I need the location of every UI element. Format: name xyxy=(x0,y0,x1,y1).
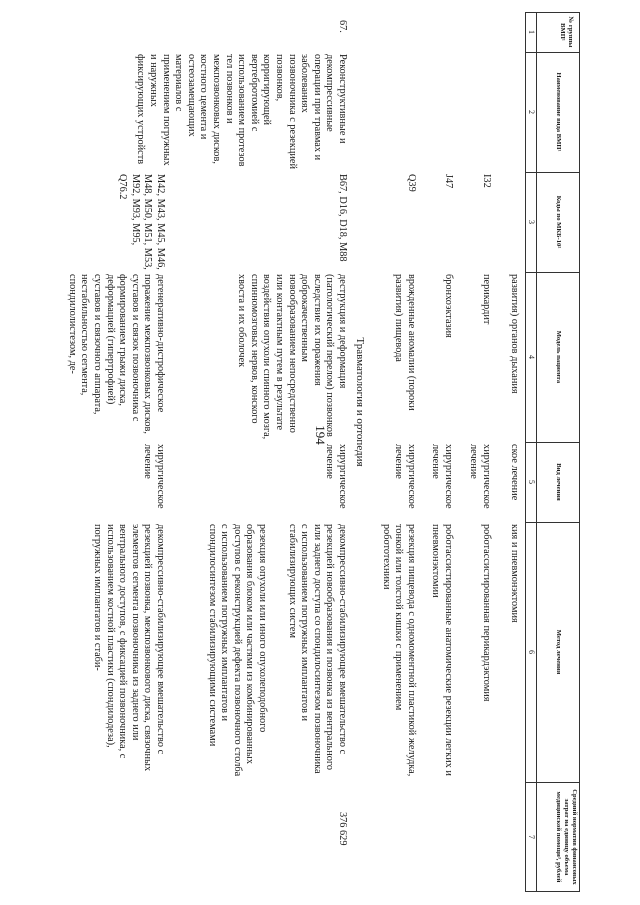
group-67-number: 67. xyxy=(337,20,348,33)
column-number-6: 6 xyxy=(527,650,536,654)
group-67-cost: 376 629 xyxy=(337,812,348,846)
group-67-row-a-method-2: резекция опухоли или иного опухолеподобного образования блоком или частями из комбинированных доступов с реконструкцией дефекта позвоночного столба с использованием погружных имплантатов и спондилосинтезом стабилизирующими системами xyxy=(206,524,268,777)
group-67-row-b-method: декомпрессивно-стабилизирующее вмешательство с резекцией позвонка, межпозвонкового диска, связочных элементов сегмента позвоночника из заднего или вентрального доступов, с фиксацией позвоночника, с использованием костной пластики (спондилодеза), погружных имплантатов и стаби- xyxy=(92,524,166,772)
row-0-model: развития) органов дыхания xyxy=(509,274,520,394)
row-1-type: хирургическое лечение xyxy=(468,444,492,509)
row-2-icd: J47 xyxy=(443,174,454,189)
table-header-divider xyxy=(536,12,537,892)
header-treatment-method: Метод лечения xyxy=(555,629,562,675)
column-number-2: 2 xyxy=(527,110,536,114)
header-icd-codes: Коды по МКБ-10² xyxy=(555,195,562,249)
row-2-type: хирургическое лечение xyxy=(430,444,454,509)
group-67-row-b-icd: M42, M43, M45, M46, M48, M50, M51, M53, M92, M93, M95, Q76.2 xyxy=(117,174,166,270)
group-67-row-a-icd: B67, D16, D18, M88 xyxy=(337,174,348,262)
column-number-4: 4 xyxy=(527,355,536,359)
column-number-3: 3 xyxy=(527,220,536,224)
row-0-method: кия и пневмонэктомия xyxy=(509,524,520,623)
row-0-type: ское лечение xyxy=(509,444,520,501)
group-67-row-a-type: хирургическое лечение xyxy=(324,444,348,509)
column-number-5: 5 xyxy=(527,480,536,484)
section-title: Травматология и ортопедия xyxy=(354,337,366,467)
row-3-method: резекция пищевода с одномоментной пластикой желудка, тонкой или толстой кишки с применением робототехники xyxy=(380,524,417,777)
page-number: 194 xyxy=(313,425,328,445)
group-67-row-b-model: дегенеративно-дистрофическое поражение межпозвонковых дисков, суставов и связок позвоночника с формированием грыжи диска, деформацией (гипертрофией) суставов и связочного аппарата, нестабильностью сегмента, спондилолистезом, де- xyxy=(66,274,166,434)
header-avg-cost: Средний норматив финансовых затрат на единицу объема медицинской помощи³, рублей xyxy=(555,789,578,885)
group-67-row-a-method-1: декомпрессивно-стабилизирующее вмешательство с резекцией новообразования и позвонка из вентрального или заднего доступа со спондилосинтезом позвоночника с использованием погружных имплантатов и стабилизирующих систем xyxy=(286,524,348,774)
header-group-no: № группы ВМП¹ xyxy=(559,16,574,48)
row-2-model: бронхоэктазия xyxy=(443,274,454,338)
column-number-7: 7 xyxy=(527,835,536,839)
row-1-model: перикардит xyxy=(481,274,492,325)
column-number-1: 1 xyxy=(527,30,536,34)
rotated-table-sheet xyxy=(60,12,580,892)
group-67-name: Реконструктивные и декомпрессивные операции при травмах и заболеваниях позвоночника с резекцией позвонков, корригирующей вертебротомией с использованием протезов тел позвонков и межпозвонковых дисков, костного цемента и остеозамещающих материалов с применением погружных и наружных фиксирующих устройств xyxy=(135,54,348,169)
row-3-icd: Q39 xyxy=(406,174,417,192)
row-3-model: врожденные аномалии (пороки развития) пищевода xyxy=(393,274,417,411)
header-treatment-type: Вид лечения xyxy=(555,463,562,501)
group-67-row-a-model: деструкция и деформация (патологический перелом) позвонков вследствие их поражения доброкачественным новообразованием непосредственно или контактным путем в результате воздействия опухоли спинного мозга, спинномозговых нервов, конского хвоста и их оболочек xyxy=(236,274,348,440)
row-1-icd: I32 xyxy=(481,174,492,188)
row-2-method: роботассистированные анатомические резекции легких и пневмонэктомии xyxy=(430,524,454,776)
header-vmp-name: Наименование вида ВМП¹ xyxy=(555,72,562,152)
row-3-type: хирургическое лечение xyxy=(393,444,417,509)
table-top-border xyxy=(579,12,580,892)
group-67-row-b-type: хирургическое лечение xyxy=(142,444,166,509)
row-1-method: роботассистированная перикардэктомия xyxy=(481,524,492,702)
header-patient-model: Модель пациента xyxy=(555,330,562,384)
